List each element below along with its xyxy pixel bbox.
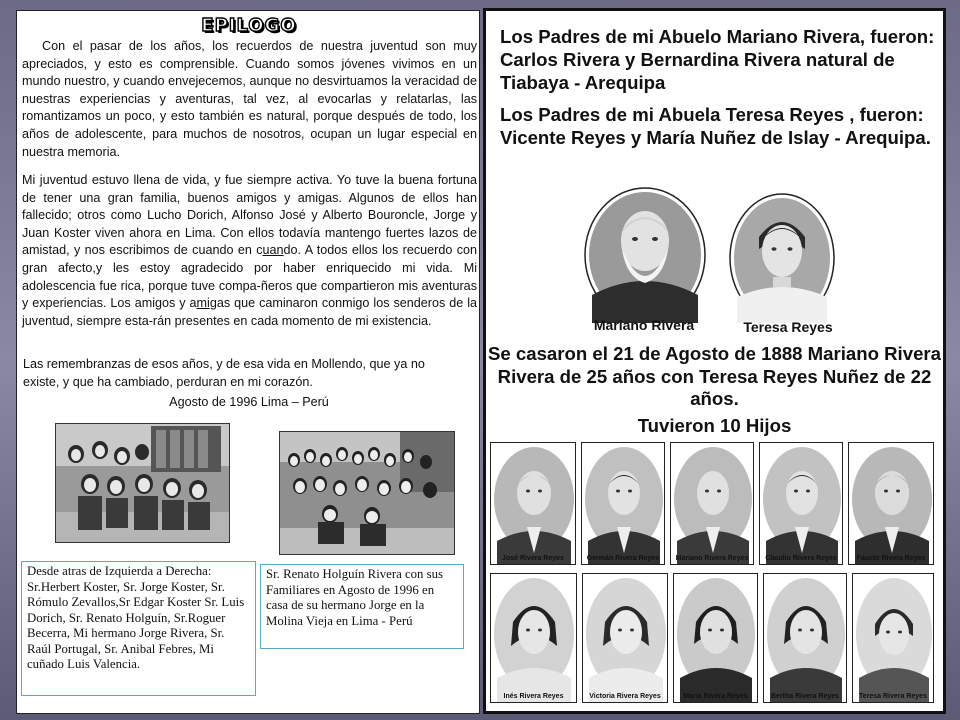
daughter-label: Bertha Rivera Reyes: [770, 693, 840, 700]
daughter-portrait-3: [673, 573, 758, 703]
son-label: Claudio Rivera Reyes: [765, 555, 837, 562]
portrait-teresa: [729, 193, 835, 323]
daughter-label: Victoria Rivera Reyes: [589, 693, 661, 700]
children-heading: Tuvieron 10 Hijos: [637, 415, 792, 436]
left-page: [16, 10, 480, 714]
son-portrait-2: [581, 442, 665, 565]
marriage-text: Se casaron el 21 de Agosto de 1888 Mariano Rivera Rivera de 25 años con Teresa Reyes Nuñez de 22 años.: [488, 343, 941, 409]
epilogue-title: EPILOGO: [201, 15, 297, 36]
son-portrait-5: [848, 442, 934, 565]
portrait-mariano: [584, 187, 706, 323]
great-grandparents-maternal: Los Padres de mi Abuela Teresa Reyes , fueron: Vicente Reyes y María Nuñez de Islay - Arequipa.: [500, 104, 931, 148]
paragraph-3: Las remembranzas de esos años, y de esa vida en Mollendo, que ya no existe, y que ha cambiado, perduran en mi corazón.: [23, 357, 425, 389]
group-photo-family: [279, 431, 455, 555]
daughter-portrait-4: [763, 573, 847, 703]
daughter-label: Teresa Rivera Reyes: [859, 693, 927, 700]
photo-caption-1: Desde atras de Izquierda a Derecha: Sr.Herbert Koster, Sr. Jorge Koster, Sr. Rómulo Zevallos,Sr Edgar Koster Sr. Luis Dorich, Sr. Renato Holguín, Sr.Roguer Becerra, Mi hermano Jorge Rivera, Sr. Raúl Portugal, Sr. Anibal Febres, Mi cuñado Luis Valencia.: [21, 561, 256, 696]
paragraph-2: Mi juventud estuvo llena de vida, y fue siempre activa. Yo tuve la buena fortuna de tener una gran familia, buenos amigos y amigas. Algunos de ellos han fallecido; otros como Lucho Dorich, Alfonso José y Alberto Bouroncle, Jorge y Juan Koster viven ahora en Lima. Con ellos todavía mantengo fuertes lazos de amistad, y nos escribimos de cuando en cuando. A todos ellos los recuerdo con gran afecto,y les estoy agradecido por haber enriquecido mi vida. Mi adolescencia fue rica, porque tuve compa-ñeros que compartieron mis aventuras y experiencias. Los amigos y amigas que caminaron conmigo los senderos de la juventud, siempre esta-rán presentes en cada momento de mi existencia.: [22, 173, 478, 328]
photo-caption-2: Sr. Renato Holguín Rivera con sus Familiares en Agosto de 1996 en casa de su hermano Jorge en la Molina Vieja en Lima - Perú: [260, 564, 464, 649]
son-portrait-1: [490, 442, 576, 565]
daughter-portrait-5: [852, 573, 934, 703]
son-label: José Rivera Reyes: [502, 555, 564, 562]
signature-date: Agosto de 1996 Lima – Perú: [169, 395, 329, 409]
paragraph-1: Con el pasar de los años, los recuerdos de nuestra juventud son muy apreciados, y esto es comprensible. Cuando somos jóvenes vivimos en un mundo nuestro, y cuando envejecemos, aunque no desvirtuamos la veracidad de nuestras experiencias y aventuras, tal vez, al evocarlas y relatarlas, las romantizamos un poco, y esto también es natural, porque después de todo, los años de adolescente, para muchos de nosotros, ocupan un lugar especial en nuestra memoria.: [22, 39, 477, 159]
son-portrait-3: [670, 442, 754, 565]
daughter-portrait-2: [582, 573, 668, 703]
son-label: Fausto Rivera Reyes: [856, 555, 926, 562]
great-grandparents-paternal: Los Padres de mi Abuelo Mariano Rivera, fueron: Carlos Rivera y Bernardina Rivera natural de Tiabaya - Arequipa: [500, 26, 935, 93]
daughter-label: Inés Rivera Reyes: [503, 693, 564, 700]
son-label: Mariano Rivera Reyes: [675, 555, 749, 562]
group-photo-friends: [55, 423, 230, 543]
right-page: [483, 8, 946, 714]
portrait-label-mariano: Mariano Rivera: [593, 317, 695, 333]
portrait-label-teresa: Teresa Reyes: [743, 319, 833, 335]
son-label: Germán Rivera Reyes: [586, 555, 660, 562]
daughter-portrait-1: [490, 573, 577, 703]
daughter-label: María Rivera Reyes: [683, 693, 748, 700]
son-portrait-4: [759, 442, 843, 565]
